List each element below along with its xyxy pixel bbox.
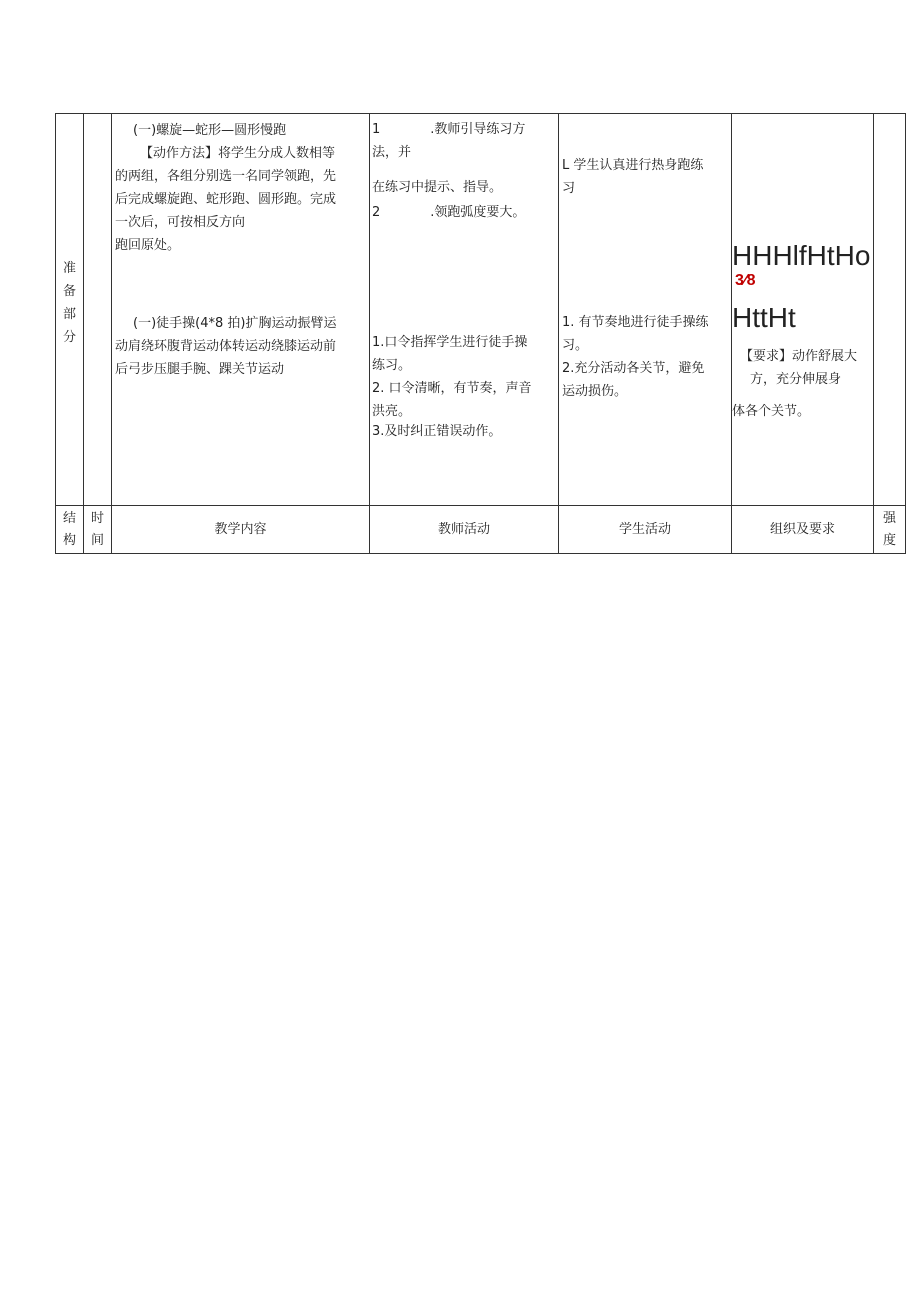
- lesson-plan-table: [55, 113, 906, 554]
- requirement-line: 体各个关节。: [732, 404, 811, 419]
- item-number: 2: [372, 205, 381, 220]
- header-intensity: [874, 506, 906, 554]
- teacher-line: 洪亮。: [372, 404, 412, 419]
- header-char: 结: [62, 510, 76, 526]
- formation-fraction: 3⁄8: [735, 272, 756, 289]
- method-line: 一次后，可按相反方向: [115, 215, 246, 230]
- header-char: 时: [90, 510, 104, 526]
- header-char: 构: [62, 532, 76, 548]
- section-label-cell: [56, 114, 84, 506]
- method-line: 跑回原处。: [115, 238, 181, 253]
- student-line: 2.充分活动各关节，避免: [562, 361, 705, 376]
- exercise-line: 动肩绕环腹背运动体转运动绕膝运动前: [115, 339, 337, 354]
- teacher-line: 2. 口令清晰，有节奏，声音: [372, 381, 532, 396]
- preparation-row: [56, 114, 906, 506]
- item-number: 1: [372, 122, 381, 137]
- header-organization: 组织及要求: [732, 506, 874, 554]
- requirement-line: 方，充分伸展身: [750, 372, 842, 387]
- organization-cell: [732, 114, 874, 506]
- teacher-activity-cell: [370, 114, 559, 506]
- requirement-line: 【要求】动作舒展大: [740, 349, 858, 364]
- teacher-item-1-line2: 在练习中提示、指导。: [372, 180, 503, 195]
- method-line: 的两组，各组分别选一名同学领跑，先: [115, 169, 337, 184]
- teacher-line: 1.口令指挥学生进行徒手操: [372, 335, 528, 350]
- requirement-text: [732, 345, 871, 423]
- section-label-char: 备: [62, 284, 76, 299]
- header-structure: [56, 506, 84, 554]
- student-line: 习。: [562, 338, 589, 353]
- student-line: L 学生认真进行热身跑练: [562, 158, 704, 173]
- teacher-item-2: [372, 201, 552, 224]
- teacher-item-1-cont: 法，并: [372, 145, 412, 160]
- header-teacher-activity: 教师活动: [370, 506, 559, 554]
- teacher-item-1: [372, 118, 552, 141]
- student-line: 习: [562, 181, 576, 196]
- header-teaching-content: 教学内容: [112, 506, 370, 554]
- teacher-line: 3.及时纠正错误动作。: [372, 424, 502, 439]
- header-char: 度: [882, 532, 896, 548]
- formation-diagram-text: HttHt: [732, 302, 796, 333]
- formation-diagram-text: HHHlfHtHo: [732, 240, 871, 271]
- exercise-line: 后弓步压腿手腕、踝关节运动: [115, 362, 285, 377]
- header-student-activity: 学生活动: [559, 506, 732, 554]
- section-label-char: 准: [62, 261, 76, 276]
- header-row: [56, 506, 906, 554]
- exercise-line: (一)徒手操(4*8 拍)扩胸运动振臂运: [133, 316, 337, 331]
- header-char: 强: [882, 510, 896, 526]
- intensity-cell: [874, 114, 906, 506]
- method-line: 【动作方法】将学生分成人数相等: [140, 146, 336, 161]
- item-text: .教师引导练习方: [430, 122, 526, 137]
- header-char: 间: [90, 532, 104, 548]
- item-text: .领跑弧度要大。: [430, 205, 526, 220]
- section-label-char: 分: [62, 330, 76, 345]
- student-line: 1. 有节奏地进行徒手操练: [562, 315, 709, 330]
- teaching-content-cell: [112, 114, 370, 506]
- time-cell: [84, 114, 112, 506]
- teacher-line: 练习。: [372, 358, 412, 373]
- header-time: [84, 506, 112, 554]
- student-line: 运动损伤。: [562, 384, 628, 399]
- student-activity-cell: [559, 114, 732, 506]
- section-label-char: 部: [62, 307, 76, 322]
- jog-title: (一)螺旋—蛇形—圆形慢跑: [133, 123, 287, 138]
- method-line: 后完成螺旋跑、蛇形跑、圆形跑。完成: [115, 192, 337, 207]
